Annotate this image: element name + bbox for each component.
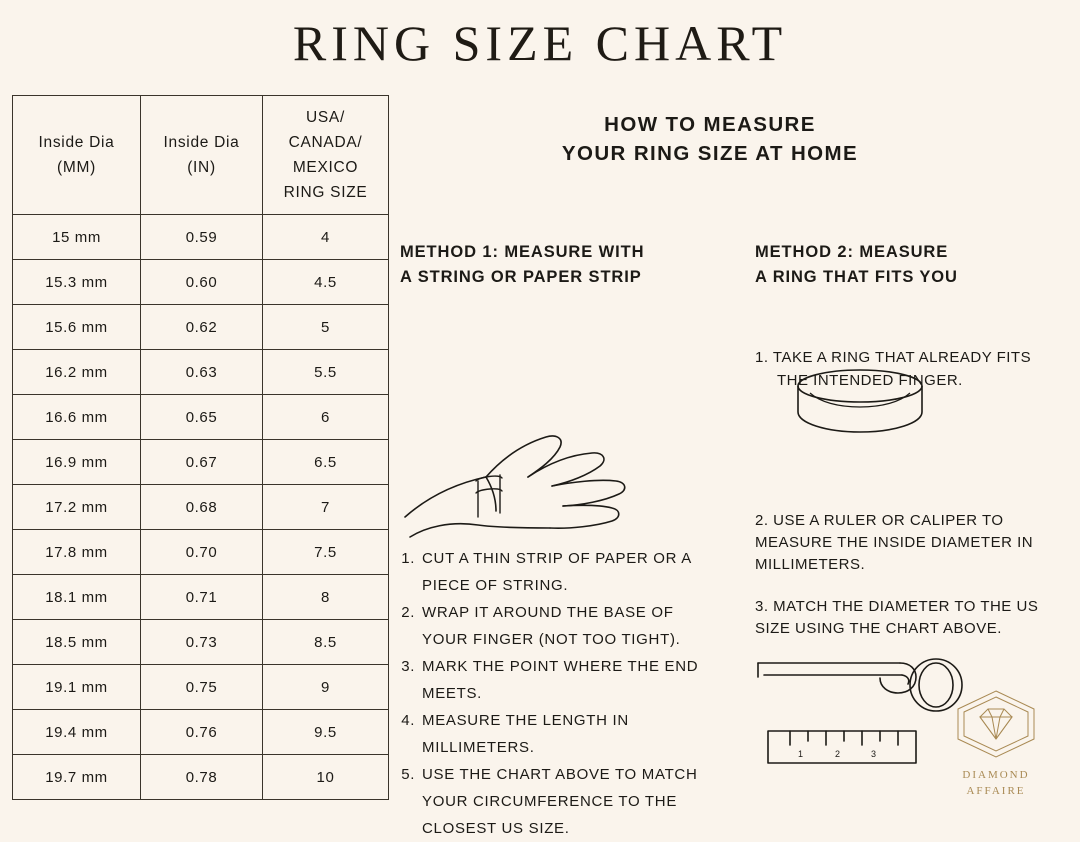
list-item: 5. USE THE CHART ABOVE TO MATCH YOUR CIRCUMFERENCE TO THE CLOSEST US SIZE. bbox=[420, 761, 720, 842]
table-row bbox=[13, 350, 389, 395]
method-1-heading-line-2: A STRING OR PAPER STRIP bbox=[400, 268, 642, 286]
header-line: (IN) bbox=[187, 159, 216, 176]
cell-mm: 18.5 mm bbox=[13, 620, 141, 665]
cell-size: 9 bbox=[263, 665, 389, 710]
cell-mm: 15.6 mm bbox=[13, 305, 141, 350]
cell-in: 0.73 bbox=[141, 620, 263, 665]
cell-in: 0.65 bbox=[141, 395, 263, 440]
cell-in: 0.59 bbox=[141, 215, 263, 260]
method-2-step-1: 1. TAKE A RING THAT ALREADY FITS THE INTENDED FINGER. bbox=[755, 349, 1032, 389]
cell-size: 8.5 bbox=[263, 620, 389, 665]
list-item: 3. MARK THE POINT WHERE THE END MEETS. bbox=[420, 653, 720, 707]
ruler-tick-3: 3 bbox=[871, 749, 877, 759]
ring-band-illustration-icon bbox=[780, 360, 940, 450]
method-1-heading bbox=[400, 240, 700, 290]
method-1-heading-line-1: METHOD 1: MEASURE WITH bbox=[400, 243, 645, 261]
logo-text-line-2: AFFAIRE bbox=[966, 785, 1026, 797]
table-header-inside-dia-mm bbox=[13, 96, 141, 215]
header-line: Inside Dia bbox=[38, 134, 115, 151]
cell-mm: 17.2 mm bbox=[13, 485, 141, 530]
page-title: RING SIZE CHART bbox=[292, 15, 788, 71]
cell-size: 4 bbox=[263, 215, 389, 260]
method-2-step-3: 3. MATCH THE DIAMETER TO THE US SIZE USING THE CHART ABOVE. bbox=[755, 598, 1039, 637]
cell-in: 0.63 bbox=[141, 350, 263, 395]
how-to-line-2: YOUR RING SIZE AT HOME bbox=[561, 142, 859, 165]
cell-size: 6 bbox=[263, 395, 389, 440]
ruler-tick-1: 1 bbox=[798, 749, 804, 759]
cell-mm: 17.8 mm bbox=[13, 530, 141, 575]
table-row bbox=[13, 395, 389, 440]
cell-mm: 16.6 mm bbox=[13, 395, 141, 440]
header-line: (MM) bbox=[57, 159, 96, 176]
method-2-heading-line-1: METHOD 2: MEASURE bbox=[755, 243, 949, 261]
table-row bbox=[13, 530, 389, 575]
cell-in: 0.68 bbox=[141, 485, 263, 530]
method-2-heading bbox=[755, 240, 1045, 290]
cell-in: 0.67 bbox=[141, 440, 263, 485]
cell-size: 5 bbox=[263, 305, 389, 350]
list-item: 2. WRAP IT AROUND THE BASE OF YOUR FINGER (NOT TOO TIGHT). bbox=[420, 599, 720, 653]
table-row bbox=[13, 485, 389, 530]
table-row bbox=[13, 215, 389, 260]
list-item: 1. CUT A THIN STRIP OF PAPER OR A PIECE OF STRING. bbox=[420, 545, 720, 599]
method-1 bbox=[400, 240, 700, 837]
table-header-ring-size bbox=[263, 96, 389, 215]
cell-in: 0.70 bbox=[141, 530, 263, 575]
table-header-inside-dia-in bbox=[141, 96, 263, 215]
table-row bbox=[13, 710, 389, 755]
cell-in: 0.60 bbox=[141, 260, 263, 305]
table-row bbox=[13, 620, 389, 665]
diamond-logo-icon bbox=[950, 687, 1042, 761]
ruler-tick-2: 2 bbox=[835, 749, 841, 759]
cell-mm: 19.4 mm bbox=[13, 710, 141, 755]
cell-mm: 18.1 mm bbox=[13, 575, 141, 620]
cell-size: 6.5 bbox=[263, 440, 389, 485]
method-2-step-2: 2. USE A RULER OR CALIPER TO MEASURE THE INSIDE DIAMETER IN MILLIMETERS. bbox=[755, 512, 1034, 573]
header-line: USA/ bbox=[306, 109, 345, 126]
cell-mm: 16.2 mm bbox=[13, 350, 141, 395]
table-row bbox=[13, 665, 389, 710]
cell-size: 8 bbox=[263, 575, 389, 620]
logo-text-line-1: DIAMOND bbox=[962, 769, 1030, 781]
cell-in: 0.62 bbox=[141, 305, 263, 350]
cell-size: 10 bbox=[263, 755, 389, 800]
method-1-steps bbox=[400, 545, 720, 842]
cell-size: 7 bbox=[263, 485, 389, 530]
cell-size: 9.5 bbox=[263, 710, 389, 755]
cell-mm: 15.3 mm bbox=[13, 260, 141, 305]
cell-mm: 19.1 mm bbox=[13, 665, 141, 710]
cell-mm: 15 mm bbox=[13, 215, 141, 260]
how-to-measure-heading bbox=[400, 110, 1020, 168]
cell-mm: 19.7 mm bbox=[13, 755, 141, 800]
table-row bbox=[13, 755, 389, 800]
header-line: MEXICO bbox=[292, 159, 359, 176]
header-line: RING SIZE bbox=[283, 184, 368, 201]
cell-in: 0.71 bbox=[141, 575, 263, 620]
size-table bbox=[12, 95, 389, 800]
cell-size: 4.5 bbox=[263, 260, 389, 305]
cell-in: 0.78 bbox=[141, 755, 263, 800]
brand-logo bbox=[930, 687, 1062, 798]
how-to-line-1: HOW TO MEASURE bbox=[604, 113, 816, 136]
cell-mm: 16.9 mm bbox=[13, 440, 141, 485]
table-row bbox=[13, 575, 389, 620]
method-2-heading-line-2: A RING THAT FITS YOU bbox=[755, 268, 958, 286]
header-line: CANADA/ bbox=[288, 134, 363, 151]
cell-size: 7.5 bbox=[263, 530, 389, 575]
table-row bbox=[13, 260, 389, 305]
method-2 bbox=[755, 240, 1045, 660]
cell-in: 0.76 bbox=[141, 710, 263, 755]
size-table-container bbox=[12, 95, 388, 800]
hand-illustration-icon bbox=[400, 425, 690, 540]
header-line: Inside Dia bbox=[163, 134, 240, 151]
cell-size: 5.5 bbox=[263, 350, 389, 395]
cell-in: 0.75 bbox=[141, 665, 263, 710]
table-row bbox=[13, 305, 389, 350]
list-item: 4. MEASURE THE LENGTH IN MILLIMETERS. bbox=[420, 707, 720, 761]
table-header-row bbox=[13, 96, 389, 215]
table-row bbox=[13, 440, 389, 485]
